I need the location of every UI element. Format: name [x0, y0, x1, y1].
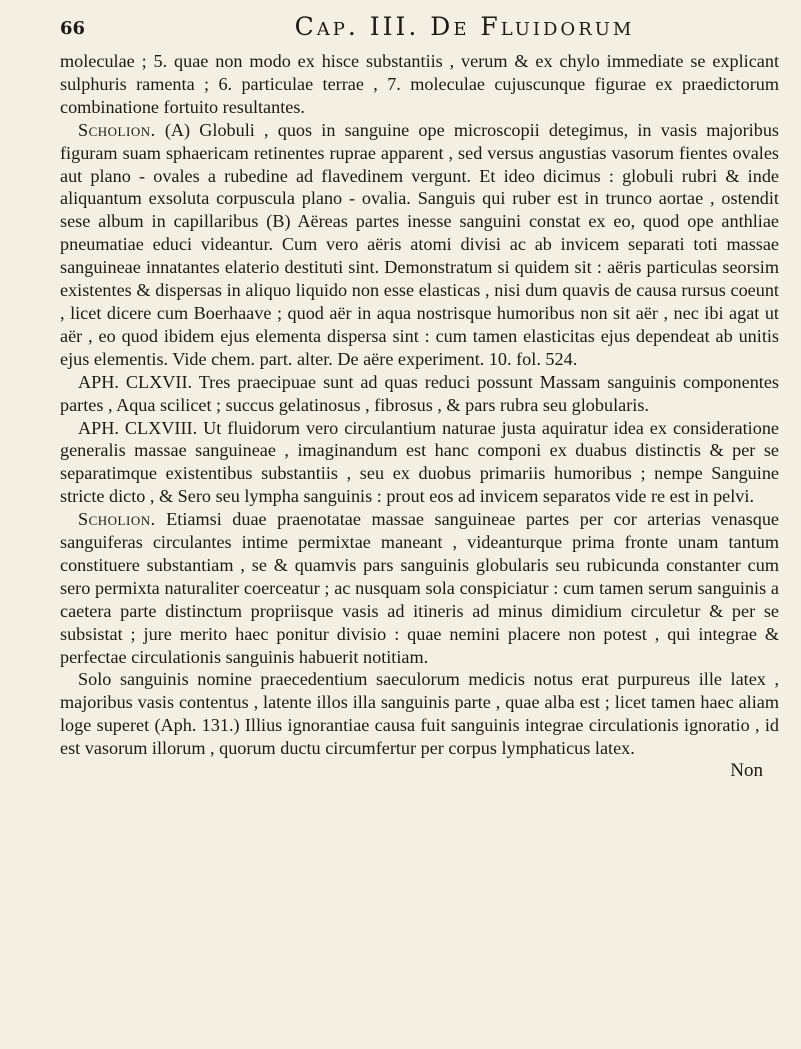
scholion-paragraph	[60, 508, 779, 668]
scholion-label: Scholion.	[78, 119, 156, 140]
running-title: Cap. III. De Fluidorum	[294, 12, 635, 41]
paragraph-text: moleculae ; 5. quae non modo ex hisce substantiis , verum & ex chylo immediate se explicant sulphuris ramenta ; 6. particulae terrae , 7. moleculae cujuscunque figurae ex praedictorum combinatione fortuito resultantes.	[60, 51, 779, 117]
paragraph-text: Solo sanguinis nomine praecedentium saeculorum medicis notus erat purpureus ille latex , majoribus vasis contentus , latente illos illa sanguinis parte , quae alba est ; licet tamen haec aliam loge superet (Aph. 131.) Illius ignorantiae causa fuit sanguinis integrae circulationis ignoratio , id est vasorum illorum , quorum ductu circumfertur per corpus lymphaticus latex.	[60, 669, 779, 759]
paragraph-text: (A) Globuli , quos in sanguine ope microscopii detegimus, in vasis majoribus figuram suam sphaericam retinentes ruprae apparent , sed versus angustias vasorum fientes ovales aut plano - ovales a rubedine ad flavedinem vergunt. Et ideo dicimus : globuli rubri & inde aliquantum exsoluta corpuscula plano - ovalia. Sanguis qui ruber est in trunco aortae , ostendit sese album in capillaribus (B) Aëreas partes inesse sanguini constat ex eo, quod ope anthliae pneumatiae educi videantur. Cum vero aëris atomi divisi ac ab invicem separati toti massae sanguineae innatantes elaterio destituti sint. Demonstratum si quidem sit : aëris particulas seorsim existentes & dispersas in aliquo liquido non esse elasticas , nisi dum quavis de causa rursus coeunt , licet dicere cum Boerhaave ; quod aër in aqua nostrisque humoribus non sit aër , nec ibi agat ut aër , eo quod ibidem ejus elementa dispersa sint : cum tamen elasticitas ejus dependeat ab unitis ejus elementis. Vide chem. part. alter. De aëre experiment. 10. fol. 524.	[60, 119, 779, 369]
paragraph	[60, 668, 779, 760]
scholion-paragraph	[60, 119, 779, 371]
catchword: Non	[730, 760, 763, 782]
page-header	[60, 10, 779, 50]
scholion-label: Scholion.	[78, 509, 156, 530]
aphorism-paragraph	[60, 417, 779, 509]
paragraph-text: Etiamsi duae praenotatae massae sanguineae partes per cor arterias venasque sanguiferas circulantes intime permixtae maneant , videanturque prima fronte unam tantum constituere substantiam , se & quamvis pars sanguinis globularis seu rubicunda constanter cum sero permixta naturaliter coerceatur ; ac nusquam sola conspiciatur : cum tamen serum sanguinis a caetera parte distinctum propriisque vasis ad itineris ad minus dimidium circuletur & per se subsistat ; jure merito haec ponitur divisio : quae nemini placere non potest , qui integrae & perfectae circulationis sanguinis habuerit notitiam.	[60, 509, 779, 667]
aphorism-paragraph	[60, 371, 779, 417]
page-number: 66	[60, 18, 86, 39]
paragraph	[60, 50, 779, 119]
paragraph-text: APH. CLXVIII. Ut fluidorum vero circulantium naturae justa aquiratur idea ex consideratione generalis massae sanguineae , imaginandum est hanc componi ex duabus distinctis & per se separatimque existentibus substantiis , seu ex duobus primariis humoribus ; nempe Sanguine stricte dicto , & Sero seu lympha sanguinis : prout eos ad invicem separatos vide re est in pelvi.	[60, 417, 779, 507]
body-text	[60, 50, 779, 783]
paragraph-text: APH. CLXVII. Tres praecipuae sunt ad quas reduci possunt Massam sanguinis componentes partes , Aqua scilicet ; succus gelatinosus , fibrosus , & pars rubra seu globularis.	[60, 371, 779, 415]
